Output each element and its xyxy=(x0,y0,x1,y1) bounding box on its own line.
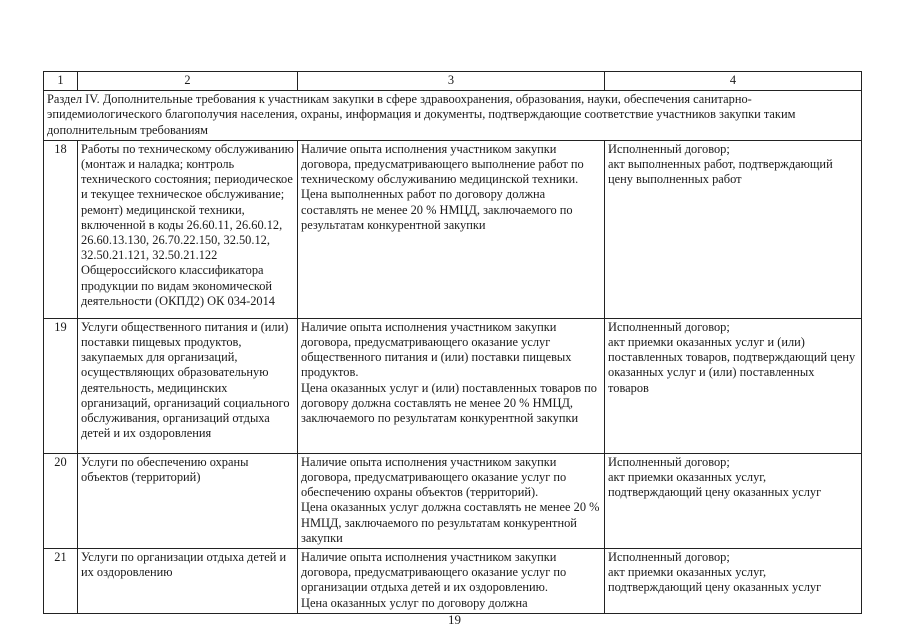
requirement-cell xyxy=(298,453,605,548)
requirement-cell xyxy=(298,140,605,318)
row-number: 21 xyxy=(44,549,78,614)
row-number: 18 xyxy=(44,140,78,318)
requirement-price-text: Цена выполненных работ по договору должна составлять не менее 20 % НМЦД, заключаемого по результатам конкурентной закупки xyxy=(301,187,573,232)
work-description: Услуги по организации отдыха детей и их оздоровлению xyxy=(78,549,298,614)
work-description: Услуги по обеспечению охраны объектов (территорий) xyxy=(78,453,298,548)
header-cell-2: 2 xyxy=(78,72,298,91)
requirement-text: Наличие опыта исполнения участником закупки договора, предусматривающего выполнение работ по техническому обслуживанию медицинской техники. xyxy=(301,141,584,187)
table-row xyxy=(44,318,862,453)
section-row xyxy=(44,91,862,141)
document-contract: Исполненный договор; xyxy=(608,319,730,334)
page-number: 19 xyxy=(448,612,461,627)
requirement-price-text: Цена оказанных услуг должна составлять не менее 20 % НМЦД, заключаемого по результатам конкурентной закупки xyxy=(301,500,600,545)
requirement-text: Наличие опыта исполнения участником закупки договора, предусматривающего оказание услуг по организации отдыха детей и их оздоровлению. xyxy=(301,550,567,595)
table-row xyxy=(44,453,862,548)
table-row xyxy=(44,140,862,318)
documents-cell xyxy=(605,549,862,614)
document-act: акт выполненных работ, подтверждающий цену выполненных работ xyxy=(608,157,833,187)
document-contract: Исполненный договор; xyxy=(608,141,730,156)
row-number: 20 xyxy=(44,453,78,548)
document-act: акт приемки оказанных услуг, подтверждающий цену оказанных услуг xyxy=(608,470,822,500)
requirement-price-text: Цена оказанных услуг и (или) поставленных товаров по договору должна составлять не менее 20 % НМЦД, заключаемого по результатам конкурентной закупки xyxy=(301,380,598,426)
header-cell-4: 4 xyxy=(605,72,862,91)
requirement-price-text: Цена оказанных услуг по договору должна xyxy=(301,595,528,610)
section-title: Раздел IV. Дополнительные требования к участникам закупки в сфере здравоохранения, образования, науки, обеспечения санитарно-эпидемиологического благополучия населения, охраны, информация и документы, подтверждающие соответствие участников закупки таким дополнительным требованиям xyxy=(44,91,862,141)
requirement-cell xyxy=(298,549,605,614)
document-act: акт приемки оказанных услуг и (или) поставленных товаров, подтверждающий цену оказанных услуг и (или) поставленных товаров xyxy=(608,335,856,395)
document-contract: Исполненный договор; xyxy=(608,550,730,565)
documents-cell xyxy=(605,140,862,318)
header-cell-3: 3 xyxy=(298,72,605,91)
requirements-table xyxy=(43,71,862,614)
requirement-text: Наличие опыта исполнения участником закупки договора, предусматривающего оказание услуг по обеспечению охраны объектов (территорий). xyxy=(301,454,567,500)
documents-cell xyxy=(605,453,862,548)
document-act: акт приемки оказанных услуг, подтверждающий цену оказанных услуг xyxy=(608,565,822,595)
document-contract: Исполненный договор; xyxy=(608,454,730,469)
table-row xyxy=(44,549,862,614)
header-cell-1: 1 xyxy=(44,72,78,91)
table-header-row xyxy=(44,72,862,91)
row-number: 19 xyxy=(44,318,78,453)
work-description: Услуги общественного питания и (или) поставки пищевых продуктов, закупаемых для организаций, осуществляющих образовательную деятельность, медицинских организаций, организаций социального обслуживания, организаций отдыха детей и их оздоровления xyxy=(78,318,298,453)
requirement-text: Наличие опыта исполнения участником закупки договора, предусматривающего оказание услуг общественного питания и (или) поставки пищевых продуктов. xyxy=(301,319,572,380)
requirement-cell xyxy=(298,318,605,453)
documents-cell xyxy=(605,318,862,453)
work-description: Работы по техническому обслуживанию (монтаж и наладка; контроль технического состояния; периодическое и текущее техническое обслуживание; ремонт) медицинской техники, включенной в коды 26.60.11, 26.60.12, 26.60.13.130, 26.70.22.150, 32.50.12, 32.50.21.121, 32.50.21.122 Общероссийского классификатора продукции по видам экономической деятельности (ОКПД2) ОК 034-2014 xyxy=(78,140,298,318)
